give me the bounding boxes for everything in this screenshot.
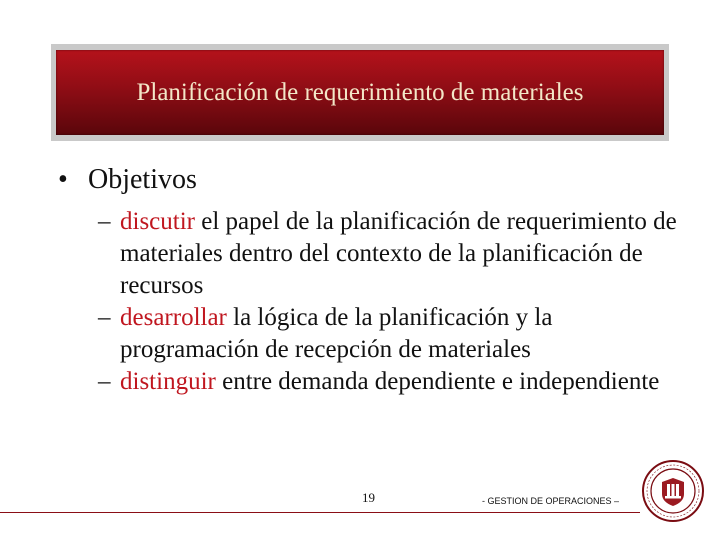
bullet-objetivos (58, 164, 197, 196)
subpoint-text: el papel de la planificación de requerimiento de materiales dentro del contexto de la planificación de recursos (120, 208, 677, 299)
subpoint-keyword: desarrollar (120, 304, 227, 331)
title-box (56, 50, 664, 135)
subpoint-keyword: discutir (120, 208, 195, 235)
subpoint-list (98, 206, 688, 398)
title-banner (51, 44, 669, 141)
dash-marker: – (98, 304, 111, 331)
footer-divider (0, 512, 640, 513)
subpoint-text: la lógica de la planificación y la programación de recepción de materiales (120, 304, 553, 363)
subpoint-item (98, 366, 688, 398)
subpoint-keyword: distinguir (120, 368, 216, 395)
slide-title: Planificación de requerimiento de materiales (136, 78, 584, 106)
subpoint-item (98, 302, 688, 366)
university-seal-icon (642, 460, 704, 522)
dash-marker: – (98, 208, 111, 235)
bullet-marker: • (58, 164, 68, 195)
subpoint-item (98, 206, 688, 302)
page-number: 19 (362, 490, 375, 505)
subpoint-text: entre demanda dependiente e independiente (215, 368, 660, 395)
footer-course-label: - GESTION DE OPERACIONES – (482, 496, 620, 506)
dash-marker: – (98, 368, 111, 395)
bullet-label: Objetivos (88, 164, 197, 195)
